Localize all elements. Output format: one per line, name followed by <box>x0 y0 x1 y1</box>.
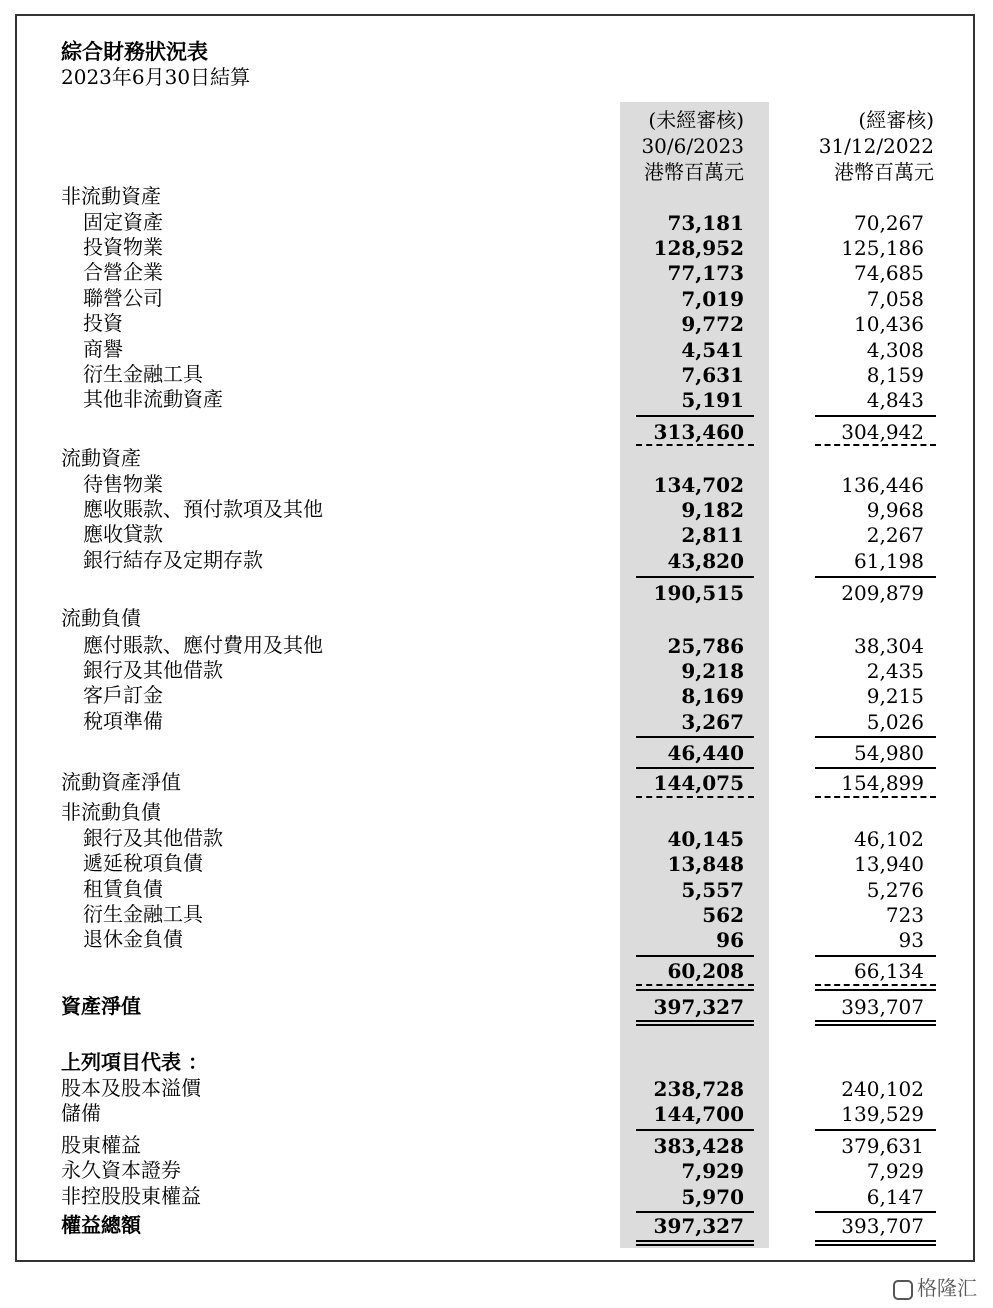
subtotal-rule <box>815 415 936 417</box>
row-value-2023: 144,700 <box>653 1102 744 1126</box>
subtotal-rule <box>636 415 754 417</box>
row-label: 應收貸款 <box>83 522 163 546</box>
subtotal-rule <box>815 1129 936 1131</box>
row-value-2023: 3,267 <box>681 710 744 734</box>
dashed-rule <box>636 796 754 798</box>
shareholders-equity-2023: 383,428 <box>653 1134 744 1158</box>
subtotal-rule <box>815 955 936 957</box>
row-value-2023: 7,019 <box>681 287 744 311</box>
section-heading: 非流動負債 <box>61 800 161 824</box>
net-current-rule <box>815 767 936 769</box>
row-label: 其他非流動資產 <box>83 387 223 411</box>
row-value-2022: 125,186 <box>841 236 924 260</box>
row-value-2022: 2,267 <box>866 523 924 547</box>
row-label: 客戶訂金 <box>83 683 163 707</box>
row-value-2022: 136,446 <box>841 473 924 497</box>
subtotal-2023: 46,440 <box>667 741 744 765</box>
row-value-2022: 240,102 <box>841 1077 924 1101</box>
subtotal-rule <box>815 576 936 578</box>
row-label: 投資 <box>83 311 123 335</box>
row-label: 衍生金融工具 <box>83 902 203 926</box>
dashed-rule <box>636 984 754 986</box>
section-heading: 非流動資產 <box>61 184 161 208</box>
net-assets-label: 資產淨值 <box>61 994 141 1018</box>
row-value-2023: 2,811 <box>681 523 744 547</box>
dashed-rule <box>815 796 936 798</box>
net-current-rule <box>636 767 754 769</box>
col1-unit: 港幣百萬元 <box>644 160 744 184</box>
watermark <box>893 1272 977 1301</box>
row-label: 聯營公司 <box>83 286 163 310</box>
row-value-2023: 40,145 <box>667 827 744 851</box>
section-heading: 上列項目代表 ： <box>61 1050 208 1074</box>
row-label: 銀行及其他借款 <box>83 826 223 850</box>
row-label: 固定資產 <box>83 210 163 234</box>
col1-date: 30/6/2023 <box>641 134 744 158</box>
row-value-2022: 10,436 <box>854 312 924 336</box>
row-value-2023: 9,182 <box>681 498 744 522</box>
row-value-2022: 9,968 <box>866 498 924 522</box>
subtotal-2023: 60,208 <box>667 959 744 983</box>
double-rule <box>815 1020 936 1022</box>
subtotal-2023: 190,515 <box>653 581 744 605</box>
row-value-2023: 128,952 <box>653 236 744 260</box>
subtotal-rule <box>636 576 754 578</box>
row-value-2023: 7,929 <box>681 1159 744 1183</box>
row-value-2022: 38,304 <box>854 634 924 658</box>
row-value-2022: 5,276 <box>866 878 924 902</box>
row-label: 銀行結存及定期存款 <box>83 548 263 572</box>
row-value-2022: 13,940 <box>854 852 924 876</box>
net-current-assets-2023: 144,075 <box>653 771 744 795</box>
row-label: 銀行及其他借款 <box>83 658 223 682</box>
col2-unit: 港幣百萬元 <box>834 160 934 184</box>
dashed-rule <box>815 444 936 446</box>
subtotal-rule <box>636 1129 754 1131</box>
row-value-2022: 4,843 <box>866 388 924 412</box>
total-rule <box>815 1211 936 1213</box>
row-value-2022: 74,685 <box>854 261 924 285</box>
net-assets-2023: 397,327 <box>653 995 744 1019</box>
col2-status: (經審核) <box>858 108 934 132</box>
subtotal-2022: 66,134 <box>854 959 924 983</box>
dashed-rule <box>815 984 936 986</box>
row-value-2022: 5,026 <box>866 710 924 734</box>
row-label: 投資物業 <box>83 235 163 259</box>
total-equity-2022: 393,707 <box>841 1214 924 1238</box>
row-value-2022: 9,215 <box>866 684 924 708</box>
row-label: 退休金負債 <box>83 927 183 951</box>
watermark-logo-icon <box>893 1280 913 1300</box>
total-equity-2023: 397,327 <box>653 1214 744 1238</box>
total-equity-label: 權益總額 <box>61 1213 141 1237</box>
subtotal-rule <box>636 955 754 957</box>
row-label: 永久資本證券 <box>61 1158 181 1182</box>
row-value-2022: 2,435 <box>866 659 924 683</box>
row-value-2023: 73,181 <box>667 211 744 235</box>
net-current-assets-2022: 154,899 <box>841 771 924 795</box>
shareholders-equity-2022: 379,631 <box>841 1134 924 1158</box>
row-value-2023: 9,772 <box>681 312 744 336</box>
row-value-2023: 77,173 <box>667 261 744 285</box>
row-label: 遞延稅項負債 <box>83 851 203 875</box>
row-value-2023: 43,820 <box>667 549 744 573</box>
net-assets-rule <box>815 989 936 991</box>
row-value-2022: 7,929 <box>866 1159 924 1183</box>
row-value-2023: 562 <box>702 903 744 927</box>
row-value-2023: 25,786 <box>667 634 744 658</box>
row-label: 合營企業 <box>83 260 163 284</box>
net-assets-rule <box>636 989 754 991</box>
row-value-2022: 8,159 <box>866 363 924 387</box>
row-value-2023: 96 <box>716 928 744 952</box>
subtotal-rule <box>815 736 936 738</box>
section-heading: 流動資產 <box>61 446 141 470</box>
net-assets-2022: 393,707 <box>841 995 924 1019</box>
row-value-2022: 61,198 <box>854 549 924 573</box>
double-rule <box>815 1240 936 1242</box>
row-value-2023: 13,848 <box>667 852 744 876</box>
row-value-2023: 5,191 <box>681 388 744 412</box>
row-label: 稅項準備 <box>83 709 163 733</box>
row-label: 應付賬款、應付費用及其他 <box>83 633 323 657</box>
shareholders-equity-label: 股東權益 <box>61 1133 141 1157</box>
net-current-assets-label: 流動資產淨值 <box>61 770 181 794</box>
row-value-2022: 723 <box>885 903 924 927</box>
row-value-2022: 70,267 <box>854 211 924 235</box>
subtotal-2022: 54,980 <box>854 741 924 765</box>
row-label: 應收賬款、預付款項及其他 <box>83 497 323 521</box>
row-label: 衍生金融工具 <box>83 362 203 386</box>
row-label: 股本及股本溢價 <box>61 1076 201 1100</box>
col2-date: 31/12/2022 <box>818 134 934 158</box>
row-value-2023: 5,970 <box>681 1185 744 1209</box>
row-value-2022: 6,147 <box>866 1185 924 1209</box>
watermark-text: 格隆汇 <box>917 1276 977 1300</box>
statement-subtitle: 2023年6月30日結算 <box>61 65 251 89</box>
dashed-rule <box>636 444 754 446</box>
row-value-2022: 46,102 <box>854 827 924 851</box>
row-label: 非控股股東權益 <box>61 1184 201 1208</box>
row-value-2022: 93 <box>898 928 924 952</box>
row-value-2023: 4,541 <box>681 338 744 362</box>
total-rule <box>636 1211 754 1213</box>
row-value-2022: 7,058 <box>866 287 924 311</box>
row-value-2022: 139,529 <box>841 1102 924 1126</box>
row-label: 儲備 <box>61 1101 101 1125</box>
col1-status: (未經審核) <box>648 108 744 132</box>
double-rule <box>636 1020 754 1022</box>
row-value-2023: 9,218 <box>681 659 744 683</box>
double-rule <box>636 1240 754 1242</box>
subtotal-2023: 313,460 <box>653 420 744 444</box>
row-value-2023: 7,631 <box>681 363 744 387</box>
row-value-2023: 238,728 <box>653 1077 744 1101</box>
row-value-2023: 8,169 <box>681 684 744 708</box>
row-value-2023: 134,702 <box>653 473 744 497</box>
row-label: 租賃負債 <box>83 877 163 901</box>
subtotal-2022: 209,879 <box>841 581 924 605</box>
subtotal-2022: 304,942 <box>841 420 924 444</box>
row-value-2023: 5,557 <box>681 878 744 902</box>
section-heading: 流動負債 <box>61 606 141 630</box>
row-value-2022: 4,308 <box>866 338 924 362</box>
statement-title: 綜合財務狀況表 <box>61 39 208 64</box>
row-label: 商譽 <box>83 337 123 361</box>
subtotal-rule <box>636 736 754 738</box>
row-label: 待售物業 <box>83 472 163 496</box>
